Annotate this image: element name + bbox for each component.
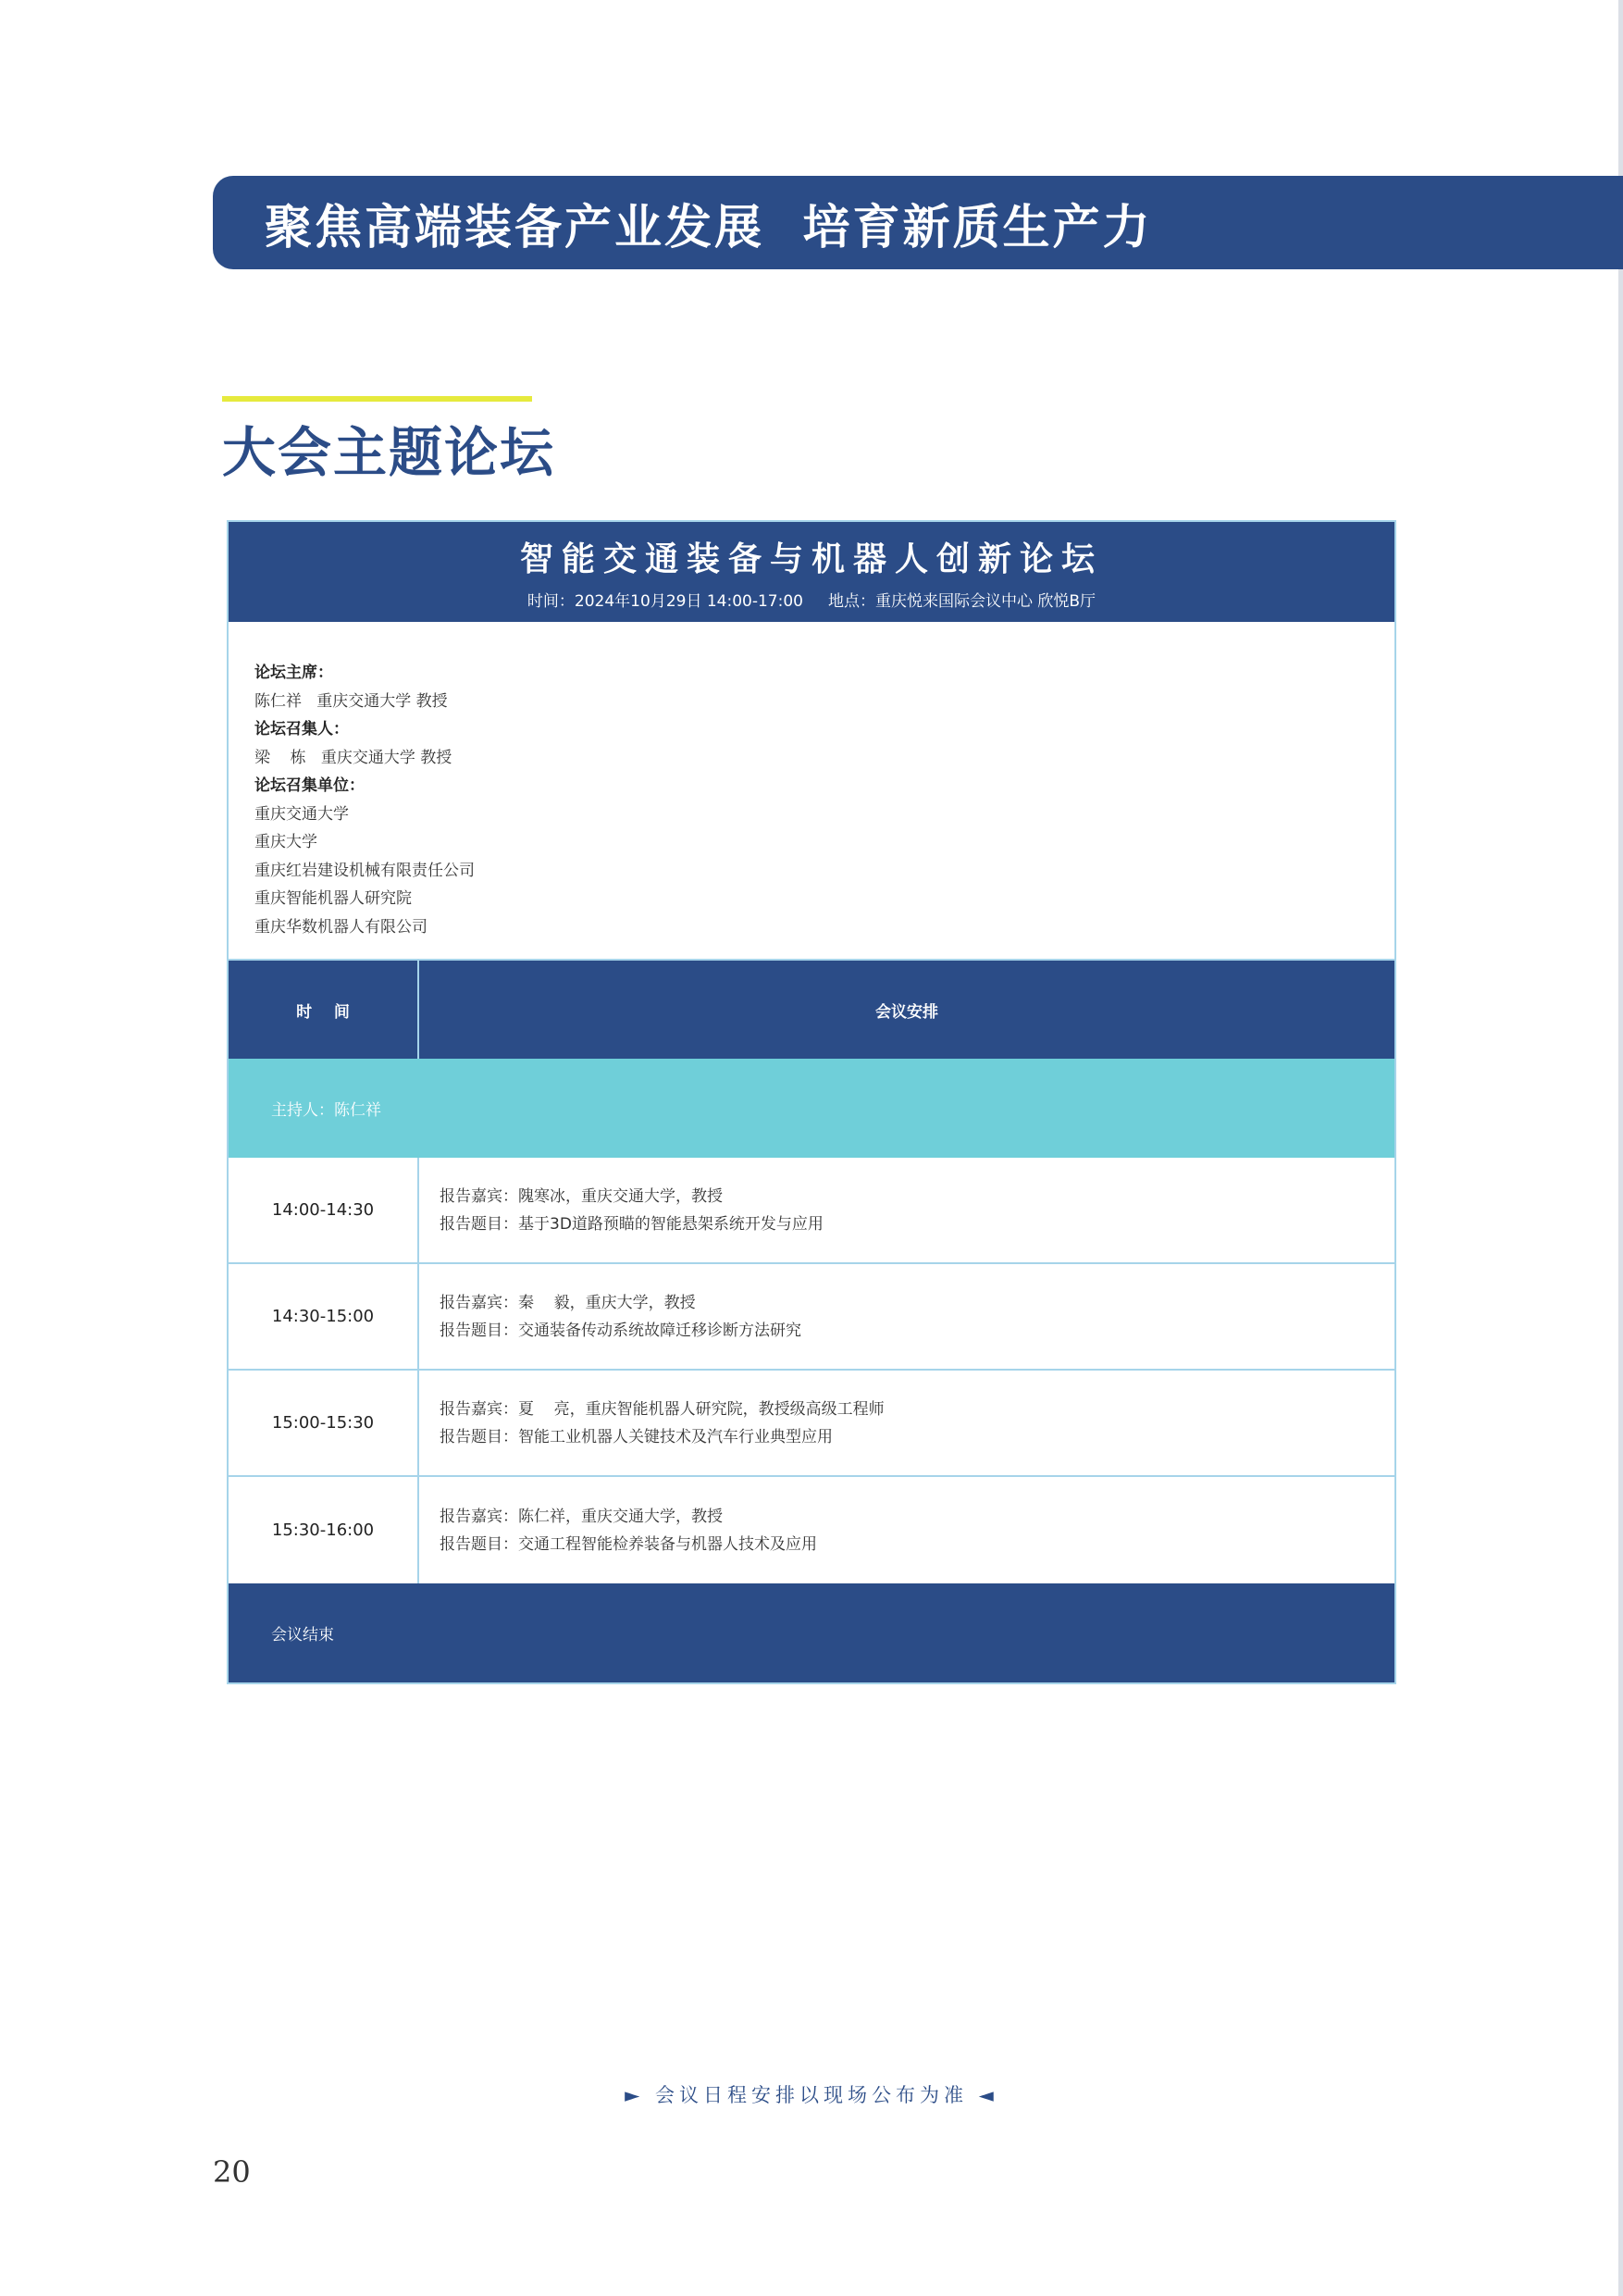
session-topic: 报告题目：交通装备传动系统故障迁移诊断方法研究: [440, 1321, 801, 1340]
session-speaker: 报告嘉宾：隗寒冰，重庆交通大学，教授: [440, 1186, 723, 1206]
section-title: 大会主题论坛: [222, 421, 556, 484]
page-number: 20: [213, 2154, 251, 2190]
header-time: 时 间: [229, 961, 419, 1059]
table-row: [229, 1477, 1394, 1583]
footer-note: ► 会议日程安排以现场公布为准 ◄: [625, 2084, 998, 2106]
session-agenda: [419, 1371, 1394, 1475]
session-time: 14:30-15:00: [229, 1264, 419, 1369]
table-header-row: [229, 961, 1394, 1059]
session-time: 14:00-14:30: [229, 1158, 419, 1262]
table-row: [229, 1371, 1394, 1477]
org-line: 重庆大学: [254, 833, 317, 851]
top-banner: [213, 176, 1623, 269]
session-agenda: [419, 1264, 1394, 1369]
session-agenda: [419, 1477, 1394, 1583]
session-time: 15:30-16:00: [229, 1477, 419, 1583]
host-row: [229, 1059, 1394, 1158]
session-topic: 报告题目：智能工业机器人关键技术及汽车行业典型应用: [440, 1427, 833, 1446]
table-row: [229, 1264, 1394, 1371]
session-speaker: 报告嘉宾：陈仁祥，重庆交通大学，教授: [440, 1507, 723, 1526]
section-heading: [222, 396, 555, 487]
forum-time-location: 时间：2024年10月29日 14:00-17:00 地点：重庆悦来国际会议中心 欣悦B厅: [527, 592, 1096, 611]
organizers-block: [229, 622, 1394, 961]
header-agenda: [419, 961, 1394, 1059]
org-line: 重庆华数机器人有限公司: [254, 917, 427, 937]
host-label: 主持人：陈仁祥: [271, 1101, 381, 1120]
session-topic: 报告题目：交通工程智能检养装备与机器人技术及应用: [440, 1534, 817, 1554]
org-line: 论坛召集人：: [254, 720, 349, 738]
org-line: 梁 栋 重庆交通大学 教授: [254, 748, 452, 767]
end-row: [229, 1583, 1394, 1682]
session-agenda: [419, 1158, 1394, 1262]
page-edge-strip: [1618, 0, 1623, 2296]
org-line: 陈仁祥 重庆交通大学 教授: [254, 691, 448, 711]
header-agenda-label: 会议安排: [875, 1002, 938, 1022]
forum-schedule-table: [227, 520, 1396, 1684]
org-line: 论坛召集单位：: [254, 776, 365, 795]
heading-accent-bar: [222, 396, 532, 402]
session-speaker: 报告嘉宾：秦 毅，重庆大学，教授: [440, 1293, 696, 1312]
end-label: 会议结束: [271, 1626, 334, 1644]
forum-header: [229, 522, 1394, 622]
banner-slogan: 聚焦高端装备产业发展 培育新质生产力: [265, 200, 1153, 255]
session-topic: 报告题目：基于3D道路预瞄的智能悬架系统开发与应用: [440, 1214, 824, 1234]
forum-title: 智能交通装备与机器人创新论坛: [519, 540, 1103, 578]
table-row: [229, 1158, 1394, 1264]
org-line: 论坛主席：: [254, 664, 333, 682]
org-line: 重庆交通大学: [254, 804, 349, 824]
org-line: 重庆红岩建设机械有限责任公司: [254, 861, 475, 880]
session-time: 15:00-15:30: [229, 1371, 419, 1475]
session-speaker: 报告嘉宾：夏 亮，重庆智能机器人研究院，教授级高级工程师: [440, 1399, 885, 1419]
org-line: 重庆智能机器人研究院: [254, 889, 412, 908]
